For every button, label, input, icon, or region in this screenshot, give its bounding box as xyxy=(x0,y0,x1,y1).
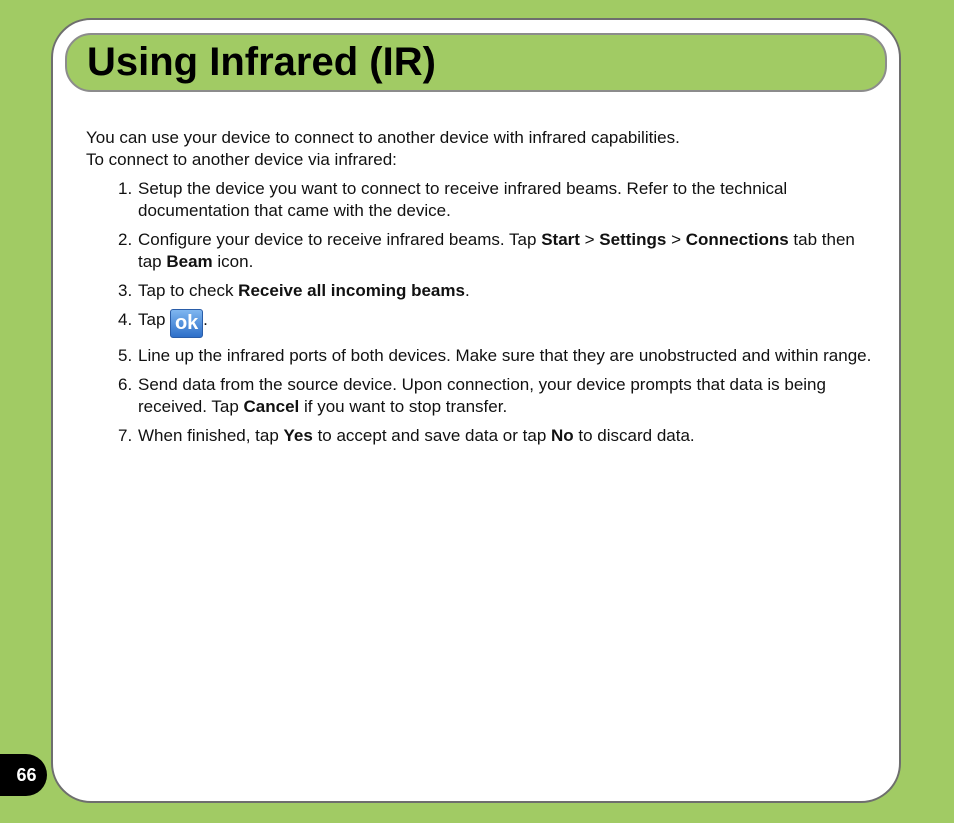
step-number: 3. xyxy=(118,281,133,300)
step-text: Tap xyxy=(138,310,171,329)
step-item xyxy=(86,374,876,418)
step-bold-term: Yes xyxy=(283,426,313,445)
step-bold-term: No xyxy=(551,426,574,445)
step-text: When finished, tap xyxy=(138,426,284,445)
step-text: Configure your device to receive infrared beams. Tap xyxy=(138,230,542,249)
step-number: 2. xyxy=(118,230,133,249)
step-text: > xyxy=(666,230,686,249)
step-text: Line up the infrared ports of both devices. Make sure that they are unobstructed and within range. xyxy=(138,346,872,365)
body-text xyxy=(86,127,876,454)
step-number: 6. xyxy=(118,375,133,394)
step-item xyxy=(86,309,876,338)
ok-button-icon: ok xyxy=(170,309,203,338)
step-text: Tap to check xyxy=(138,281,239,300)
steps-list xyxy=(86,178,876,447)
page-number-badge: 66 xyxy=(0,754,47,796)
step-text: tab then tap xyxy=(138,230,855,271)
step-number: 7. xyxy=(118,426,133,445)
step-bold-term: Receive all incoming beams xyxy=(238,281,465,300)
step-text: to accept and save data or tap xyxy=(312,426,552,445)
step-bold-term: Settings xyxy=(599,230,667,249)
page-title: Using Infrared (IR) xyxy=(87,40,436,84)
step-bold-term: Cancel xyxy=(243,397,300,416)
step-item xyxy=(86,345,876,367)
intro-line-2: To connect to another device via infrared: xyxy=(86,150,397,169)
step-item xyxy=(86,229,876,273)
intro-line-1: You can use your device to connect to another device with infrared capabilities. xyxy=(86,128,680,147)
step-item xyxy=(86,178,876,222)
step-bold-term: Connections xyxy=(685,230,789,249)
step-text: if you want to stop transfer. xyxy=(299,397,508,416)
step-bold-term: Start xyxy=(541,230,580,249)
step-number: 5. xyxy=(118,346,133,365)
step-bold-term: Beam xyxy=(166,252,213,271)
step-text: to discard data. xyxy=(573,426,695,445)
step-text: Setup the device you want to connect to receive infrared beams. Refer to the technical documentation that came with the device. xyxy=(138,179,788,220)
step-number: 1. xyxy=(118,179,133,198)
step-text: Send data from the source device. Upon connection, your device prompts that data is being received. Tap xyxy=(138,375,826,416)
step-text: icon. xyxy=(212,252,254,271)
step-item xyxy=(86,280,876,302)
step-text: . xyxy=(203,310,208,329)
step-text: > xyxy=(579,230,600,249)
step-text: . xyxy=(464,281,470,300)
step-item xyxy=(86,425,876,447)
step-number: 4. xyxy=(118,310,133,329)
